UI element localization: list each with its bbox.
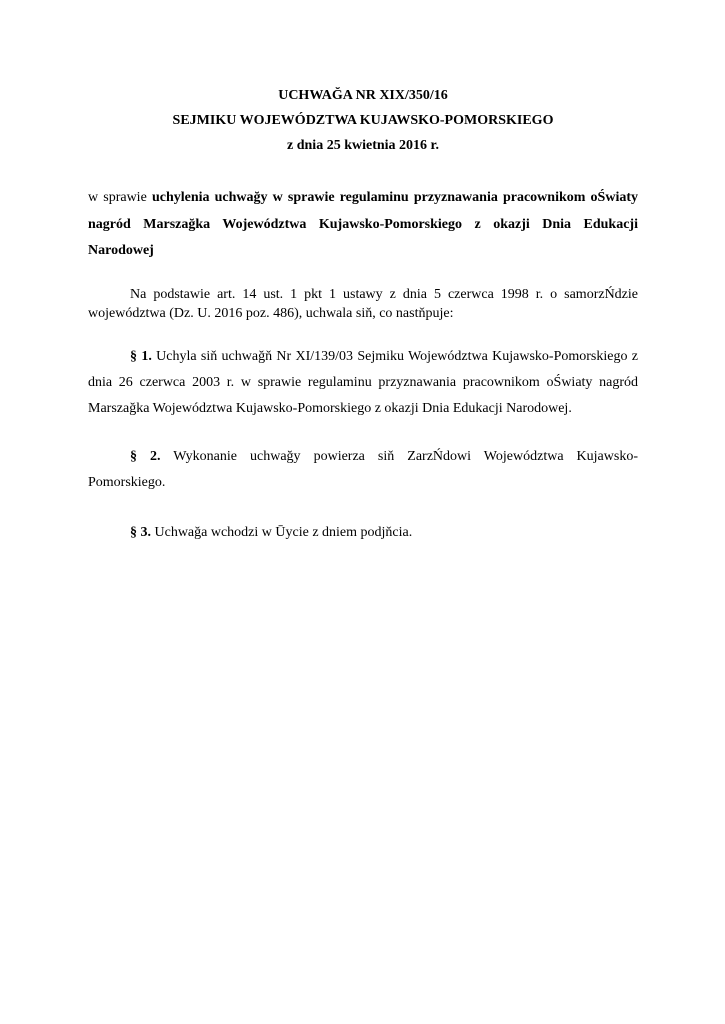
subject-prefix: w sprawie: [88, 190, 152, 205]
section-1-mark: § 1.: [130, 349, 152, 364]
section-2: [88, 444, 638, 496]
section-3: [88, 520, 638, 546]
resolution-date: z dnia 25 kwietnia 2016 r.: [287, 138, 439, 153]
resolution-issuer: SEJMIKU WOJEWÓDZTWA KUJAWSKO-POMORSKIEGO: [172, 113, 554, 128]
section-1-text: Uchyla siň uchwağň Nr XI/139/03 Sejmiku Województwa Kujawsko-Pomorskiego z dnia 26 czerwca 2003 r. w sprawie regulaminu przyznawania pracownikom oŚwiaty nagród Marszağka Województwa Kujawsko-Pomorskiego z okazji Dnia Edukacji Narodowej.: [88, 349, 638, 416]
section-1: [88, 344, 638, 422]
legal-basis-paragraph: [88, 285, 638, 323]
section-3-mark: § 3.: [130, 525, 151, 540]
subject-bold-text: uchylenia uchwağy w sprawie regulaminu przyznawania pracownikom oŚwiaty nagród Marszağka Województwa Kujawsko-Pomorskiego z okazji Dnia Edukacji Narodowej: [88, 190, 639, 258]
section-3-text: Uchwağa wchodzi w Ūycie z dniem podjňcia.: [151, 525, 413, 540]
resolution-subject: [88, 185, 638, 265]
legal-basis-text: Na podstawie art. 14 ust. 1 pkt 1 ustawy z dnia 5 czerwca 1998 r. o samorzŃdzie województwa (Dz. U. 2016 poz. 486), uchwala siň, co nastňpuje:: [88, 287, 638, 321]
section-2-text: Wykonanie uchwağy powierza siň ZarzŃdowi Województwa Kujawsko-Pomorskiego.: [88, 449, 638, 490]
resolution-title: UCHWAĞA NR XIX/350/16: [278, 88, 448, 103]
section-2-mark: § 2.: [130, 449, 161, 464]
